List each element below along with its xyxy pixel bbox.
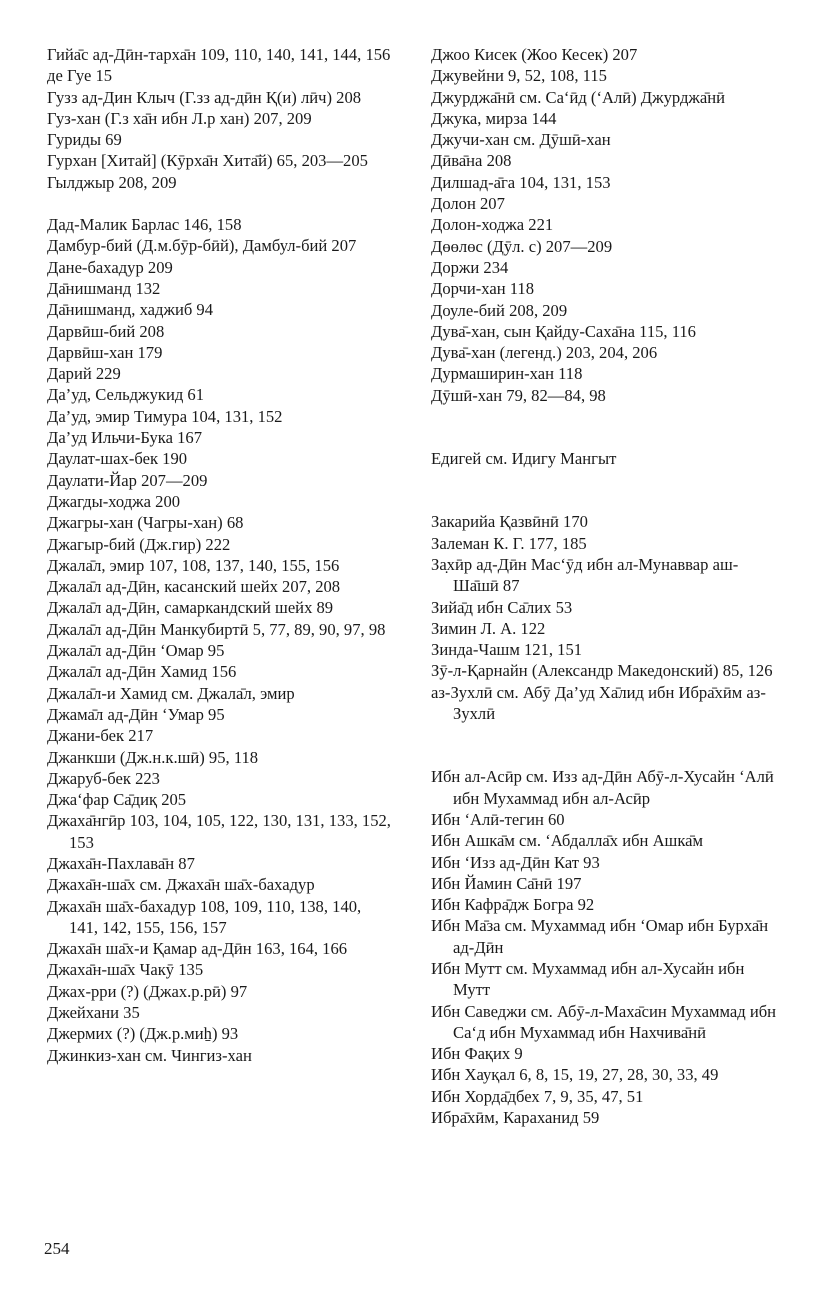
index-entry: Джаха̄н-ша̄х Чакӯ 135 [47, 960, 204, 980]
index-entry: Дарвӣш-хан 179 [47, 342, 163, 362]
index-entry: Да’уд, эмир Тимура 104, 131, 152 [47, 406, 283, 426]
index-entry: Да̄нишманд 132 [47, 278, 161, 298]
index-entry: Джинкиз-хан см. Чингиз-хан [47, 1045, 252, 1065]
index-entry: Доржи 234 [431, 257, 509, 277]
index-entry: Джаруб-бек 223 [47, 768, 160, 788]
index-entry: Джейхани 35 [47, 1003, 140, 1023]
index-entry: Гылджыр 208, 209 [47, 172, 177, 192]
index-entry: Ибн Фақих 9 [431, 1044, 523, 1064]
index-entry: Джанкши (Дж.н.к.шӣ) 95, 118 [47, 747, 259, 767]
index-entry: Ибн Ашка̄м см. ‘Абдалла̄х ибн Ашка̄м [431, 831, 704, 851]
index-entry: Дӯшӣ-хан 79, 82—84, 98 [431, 385, 606, 405]
index-entry: Дад-Малик Барлас 146, 158 [47, 215, 242, 235]
index-entry: аз-Зухлӣ см. Абӯ Да’уд Ха̄лид ибн Ибра̄хӣм аз-Зухлӣ [431, 682, 766, 724]
index-entry: Гийа̄с ад-Дӣн-тарха̄н 109, 110, 140, 141, 144, 156 [47, 45, 391, 64]
index-entry: Доуле-бий 208, 209 [431, 300, 568, 320]
index-entry: Джагды-ходжа 200 [47, 491, 181, 511]
index-entry: Зийа̄д ибн Са̄лих 53 [431, 597, 573, 617]
index-entry: Ибра̄хӣм, Караханид 59 [431, 1108, 600, 1128]
index-entry: Джала̄л ад-Дӣн, самаркандский шейх 89 [47, 598, 334, 618]
index-entry: Джурджа̄нӣ см. Са‘ӣд (‘Алӣ) Джурджа̄нӣ [431, 87, 725, 107]
index-entry: Ибн Кафра̄дж Богра 92 [431, 895, 595, 915]
index-entry: Долон 207 [431, 194, 505, 214]
index-entry: Дөөлөс (Дӯл. с) 207—209 [431, 236, 613, 256]
index-column-left [47, 44, 392, 1066]
index-entry: Зинда-Чашм 121, 151 [431, 640, 583, 660]
index-entry: Гуриды 69 [47, 130, 122, 150]
index-entry: Да’уд, Сельджукид 61 [47, 385, 205, 405]
index-entry: Ибн Мутт см. Мухаммад ибн ал-Хусайн ибн Мутт [431, 958, 745, 1000]
index-entry: Дува̄-хан, сын Қайду-Саха̄на 115, 116 [431, 321, 696, 341]
index-entry: Джала̄л ад-Дӣн, касанский шейх 207, 208 [47, 577, 341, 597]
index-entry: Зимин Л. А. 122 [431, 618, 546, 638]
index-entry: Джермих (?) (Дж.р.миẖ) 93 [47, 1024, 239, 1044]
index-entry: Едигей см. Идигу Мангыт [431, 449, 617, 469]
index-entry: Джаха̄нгӣр 103, 104, 105, 122, 130, 131, 133, 152, 153 [47, 811, 391, 852]
index-entry: Ибн Саведжи см. Абӯ-л-Маха̄син Мухаммад ибн Са‘д ибн Мухаммад ибн Нахчива̄нӣ [431, 1001, 777, 1042]
index-entry: Джоо Кисек (Жоо Кесек) 207 [431, 45, 638, 64]
index-entry: Гуз-хан (Г.з ха̄н ибн Л.р хан) 207, 209 [47, 108, 312, 128]
index-entry: Ибн Ма̄за см. Мухаммад ибн ‘Омар ибн Бурха̄н ад-Дӣн [431, 916, 769, 957]
index-entry: Дарий 229 [47, 364, 121, 384]
index-entry: Дане-бахадур 209 [47, 257, 173, 277]
index-entry: Даулати-Йар 207—209 [47, 470, 208, 490]
index-entry: Джала̄л-и Хамид см. Джала̄л, эмир [47, 683, 295, 703]
index-entry: Ибн Хорда̄дбех 7, 9, 35, 47, 51 [431, 1086, 644, 1106]
index-entry: Джука, мирза 144 [431, 108, 557, 128]
index-entry: Зӯ-л-Қарнайн (Александр Македонский) 85, 126 [431, 661, 773, 681]
index-entry: Джани-бек 217 [47, 726, 154, 746]
index-entry: Джала̄л, эмир 107, 108, 137, 140, 155, 156 [47, 555, 340, 575]
index-entry: Дилшад-а̄га 104, 131, 153 [431, 172, 611, 192]
index-entry: Закарийа Қазвӣнӣ 170 [431, 512, 588, 532]
section-gap [431, 724, 781, 766]
index-entry: Дарвӣш-бий 208 [47, 321, 165, 341]
index-entry: Джала̄л ад-Дӣн ‘Омар 95 [47, 641, 225, 661]
index-entry: Да’уд Ильчи-Бука 167 [47, 428, 202, 448]
index-entry: Залеман К. Г. 177, 185 [431, 533, 587, 553]
index-entry: Ибн ‘Алӣ-тегин 60 [431, 809, 565, 829]
index-entry: Дӣва̄на 208 [431, 151, 512, 171]
index-entry: Ибн Хауқал 6, 8, 15, 19, 27, 28, 30, 33, 49 [431, 1065, 719, 1085]
index-entry: Джа‘фар Са̄диқ 205 [47, 790, 187, 810]
index-entry: Джаха̄н-ша̄х см. Джаха̄н ша̄х-бахадур [47, 875, 315, 895]
index-entry: Джаха̄н ша̄х-бахадур 108, 109, 110, 138, 140, 141, 142, 155, 156, 157 [47, 896, 362, 937]
index-entry: Даулат-шах-бек 190 [47, 449, 188, 469]
section-gap [431, 406, 781, 448]
index-entry: Джагры-хан (Чагры-хан) 68 [47, 513, 244, 533]
index-entry: Джувейни 9, 52, 108, 115 [431, 66, 607, 86]
index-entry: Дува̄-хан (легенд.) 203, 204, 206 [431, 343, 658, 363]
index-entry: Ибн ‘Изз ад-Дӣн Кат 93 [431, 852, 600, 872]
index-entry: Гузз ад-Дин Клыч (Г.зз ад-дӣн Қ(и) лӣч) 208 [47, 87, 362, 107]
index-entry: Джама̄л ад-Дӣн ‘Умар 95 [47, 704, 225, 724]
index-entry: Дамбур-бий (Д.м.бӯр-бӣй), Дамбул-бий 207 [47, 236, 357, 256]
index-entry: Дорчи-хан 118 [431, 279, 534, 299]
index-entry: Ибн Йамин Са̄нӣ 197 [431, 873, 582, 893]
index-entry: Ибн ал-Асӣр см. Изз ад-Дӣн Абӯ-л-Хусайн ‘Алӣ ибн Мухаммад ибн ал-Асӣр [431, 767, 774, 808]
index-entry: Джучи-хан см. Дӯшӣ-хан [431, 130, 611, 150]
index-entry: Дурмаширин-хан 118 [431, 364, 583, 384]
index-entry: Джала̄л ад-Дӣн Хамид 156 [47, 662, 237, 682]
index-column-right [431, 44, 781, 1128]
index-entry: Джагыр-бий (Дж.гир) 222 [47, 534, 231, 554]
page-number: 254 [44, 1239, 70, 1258]
index-entry: За̣хӣр ад-Дӣн Мас‘ӯд ибн ал-Мунаввар аш-Ша̄шӣ 87 [431, 554, 739, 596]
index-entry: Джала̄л ад-Дӣн Манкубиртӣ 5, 77, 89, 90, 97, 98 [47, 619, 386, 639]
index-entry: Джаха̄н-Пахлава̄н 87 [47, 853, 195, 873]
section-gap [47, 193, 392, 214]
index-entry: Долон-ходжа 221 [431, 215, 554, 235]
index-entry: Джаха̄н ша̄х-и Қамар ад-Дӣн 163, 164, 166 [47, 939, 348, 959]
index-entry: Да̄нишманд, хаджиб 94 [47, 300, 214, 320]
index-entry: де Гуе 15 [47, 66, 113, 86]
index-entry: Гурхан [Хитай] (Кӯрха̄н Хита̄й) 65, 203—205 [47, 151, 368, 171]
section-gap [431, 469, 781, 511]
index-entry: Джах-рри (?) (Джах.р.рӣ) 97 [47, 981, 248, 1001]
